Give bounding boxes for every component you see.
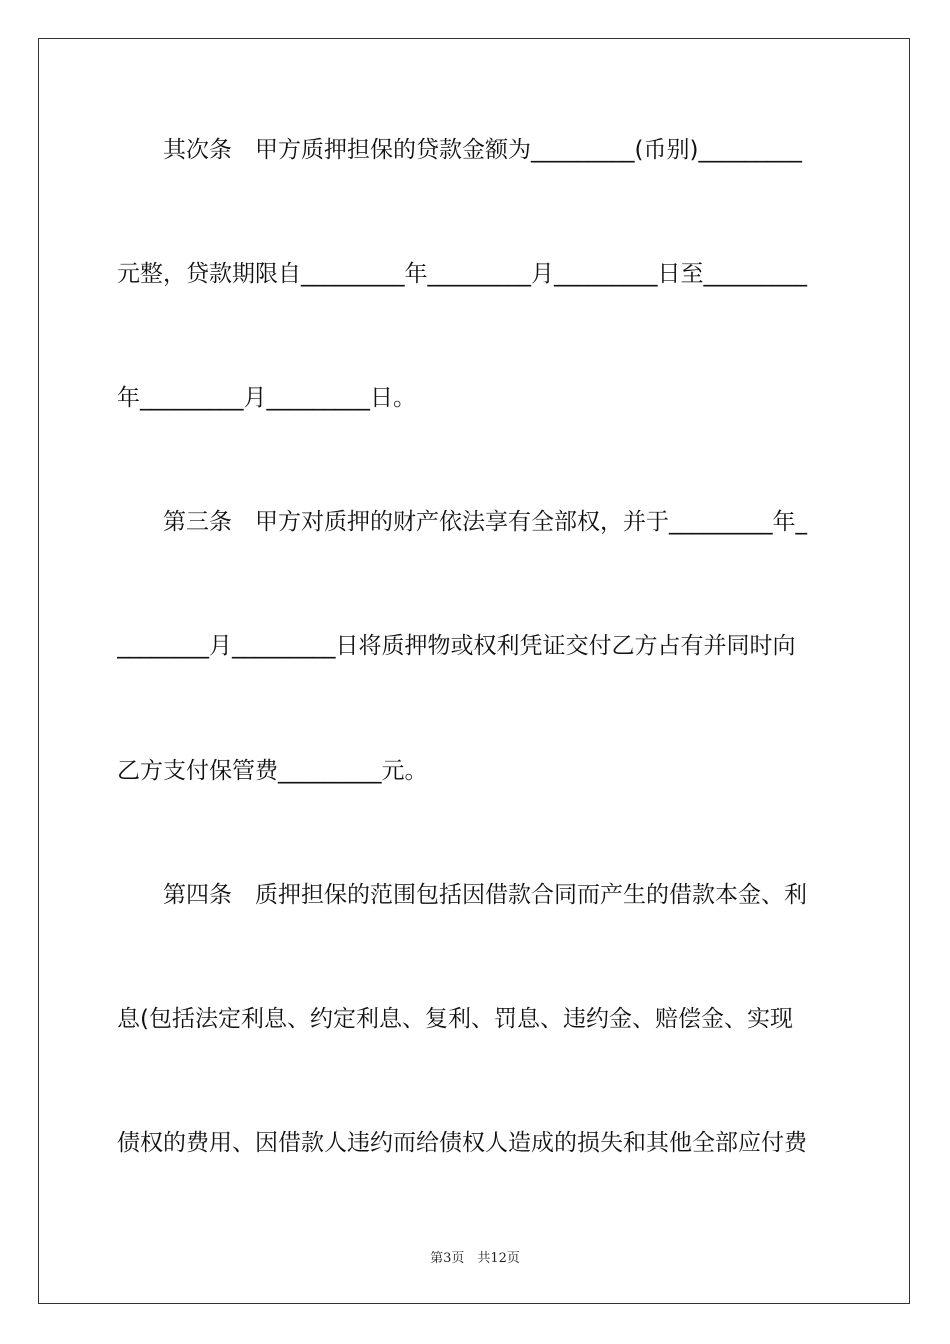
text-line: 乙方支付保管费_________元。 xyxy=(117,758,428,784)
text-line: 息(包括法定利息、约定利息、复利、罚息、违约金、赔偿金、实现 xyxy=(117,1006,793,1032)
text-line: 其次条 甲方质押担保的贷款金额为_________(币别)_________ xyxy=(117,137,802,163)
page-border xyxy=(38,38,910,1304)
page-number-footer: 第3页 共12页 xyxy=(430,1251,520,1266)
text-line: 元整，贷款期限自_________年_________月_________日至_________ xyxy=(117,261,807,287)
text-line: 第四条 质押担保的范围包括因借款合同而产生的借款本金、利 xyxy=(117,882,807,908)
text-line: 年_________月_________日。 xyxy=(117,385,416,411)
text-line: ________月_________日将质押物或权利凭证交付乙方占有并同时向 xyxy=(117,633,796,659)
text-line: 债权的费用、因借款人违约而给债权人造成的损失和其他全部应付费 xyxy=(117,1130,807,1156)
text-line: 第三条 甲方对质押的财产依法享有全部权，并于_________年_ xyxy=(117,509,807,535)
